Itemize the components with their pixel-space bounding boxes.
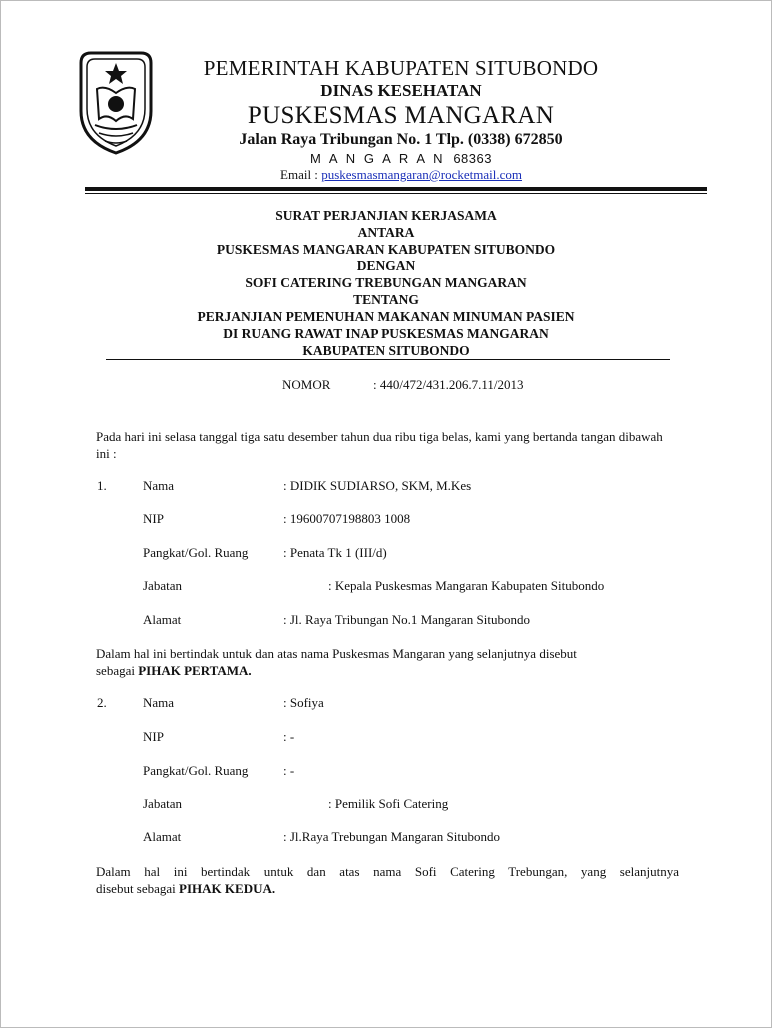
header-place: M A N G A R A N — [310, 151, 446, 166]
title-line: KABUPATEN SITUBONDO — [302, 343, 470, 358]
intro-paragraph: Pada hari ini selasa tanggal tiga satu desember tahun dua ribu tiga belas, kami yang bertanda tangan dibawah ini : — [96, 429, 663, 461]
header-government: PEMERINTAH KABUPATEN SITUBONDO — [203, 56, 599, 80]
regency-emblem-logo — [75, 49, 157, 157]
party2-statement-line — [96, 880, 679, 897]
party1-number: 1. — [97, 478, 107, 493]
email-label: Email : — [280, 167, 318, 182]
party1-statement-line — [96, 662, 679, 679]
party1-position-label: Jabatan — [143, 578, 182, 593]
email-link[interactable]: puskesmasmangaran@rocketmail.com — [321, 167, 522, 182]
title-line: SOFI CATERING TREBUNGAN MANGARAN — [245, 275, 527, 290]
party1-address-value: : Jl. Raya Tribungan No.1 Mangaran Situbondo — [283, 612, 530, 627]
party2-name-value: : Sofiya — [283, 695, 324, 710]
party2-position-value: : Pemilik Sofi Catering — [328, 796, 449, 811]
party1-position-value: : Kepala Puskesmas Mangaran Kabupaten Situbondo — [328, 578, 605, 593]
party2-address-value: : Jl.Raya Trebungan Mangaran Situbondo — [283, 829, 501, 844]
party1-name-label: Nama — [143, 478, 175, 493]
header-institution: PUSKESMAS MANGARAN — [247, 102, 555, 129]
party1-rank-value: : Penata Tk 1 (III/d) — [283, 545, 387, 560]
nomor-value: : 440/472/431.206.7.11/2013 — [373, 377, 524, 392]
party2-nip-value: : - — [283, 729, 295, 744]
party1-designation: PIHAK PERTAMA. — [138, 663, 252, 678]
title-line: PUSKESMAS MANGARAN KABUPATEN SITUBONDO — [216, 242, 556, 257]
nomor-label: NOMOR — [282, 377, 331, 392]
party2-name-label: Nama — [143, 695, 175, 710]
party1-address-label: Alamat — [143, 612, 182, 627]
header-divider-thick — [85, 187, 707, 191]
party1-statement-line: Dalam hal ini bertindak untuk dan atas nama Puskesmas Mangaran yang selanjutnya disebut — [96, 646, 577, 661]
title-line: ANTARA — [357, 225, 415, 240]
header-address: Jalan Raya Tribungan No. 1 Tlp. (0338) 672850 — [239, 131, 563, 148]
party1-rank-label: Pangkat/Gol. Ruang — [143, 545, 249, 560]
header-email-line — [171, 167, 631, 183]
party1-name-value: : DIDIK SUDIARSO, SKM, M.Kes — [283, 478, 472, 493]
party2-rank-value: : - — [283, 763, 295, 778]
party2-statement — [96, 863, 679, 897]
party2-number: 2. — [97, 695, 107, 710]
party1-statement — [96, 645, 679, 679]
statement-prefix: sebagai — [96, 663, 139, 678]
header-divider-thin — [85, 193, 707, 194]
party2-statement-line: Dalam hal ini bertindak untuk dan atas nama Sofi Catering Trebungan, yang selanjutnya — [96, 864, 679, 879]
title-line: DENGAN — [356, 258, 416, 273]
statement-prefix: disebut sebagai — [96, 881, 180, 896]
party2-rank-label: Pangkat/Gol. Ruang — [143, 763, 249, 778]
title-line: SURAT PERJANJIAN KERJASAMA — [275, 208, 497, 223]
title-line: DI RUANG RAWAT INAP PUSKESMAS MANGARAN — [223, 326, 549, 341]
party2-position-label: Jabatan — [143, 796, 182, 811]
header-location — [171, 151, 631, 166]
title-line: TENTANG — [353, 292, 419, 307]
party1-nip-value: : 19600707198803 1008 — [283, 511, 411, 526]
party1-nip-label: NIP — [143, 511, 164, 526]
party2-nip-label: NIP — [143, 729, 164, 744]
header-postcode: 68363 — [453, 151, 492, 166]
title-line: PERJANJIAN PEMENUHAN MAKANAN MINUMAN PASIEN — [197, 309, 575, 324]
header-department: DINAS KESEHATAN — [320, 81, 482, 100]
title-underline — [106, 359, 670, 360]
party2-designation: PIHAK KEDUA. — [179, 881, 276, 896]
party2-address-label: Alamat — [143, 829, 182, 844]
